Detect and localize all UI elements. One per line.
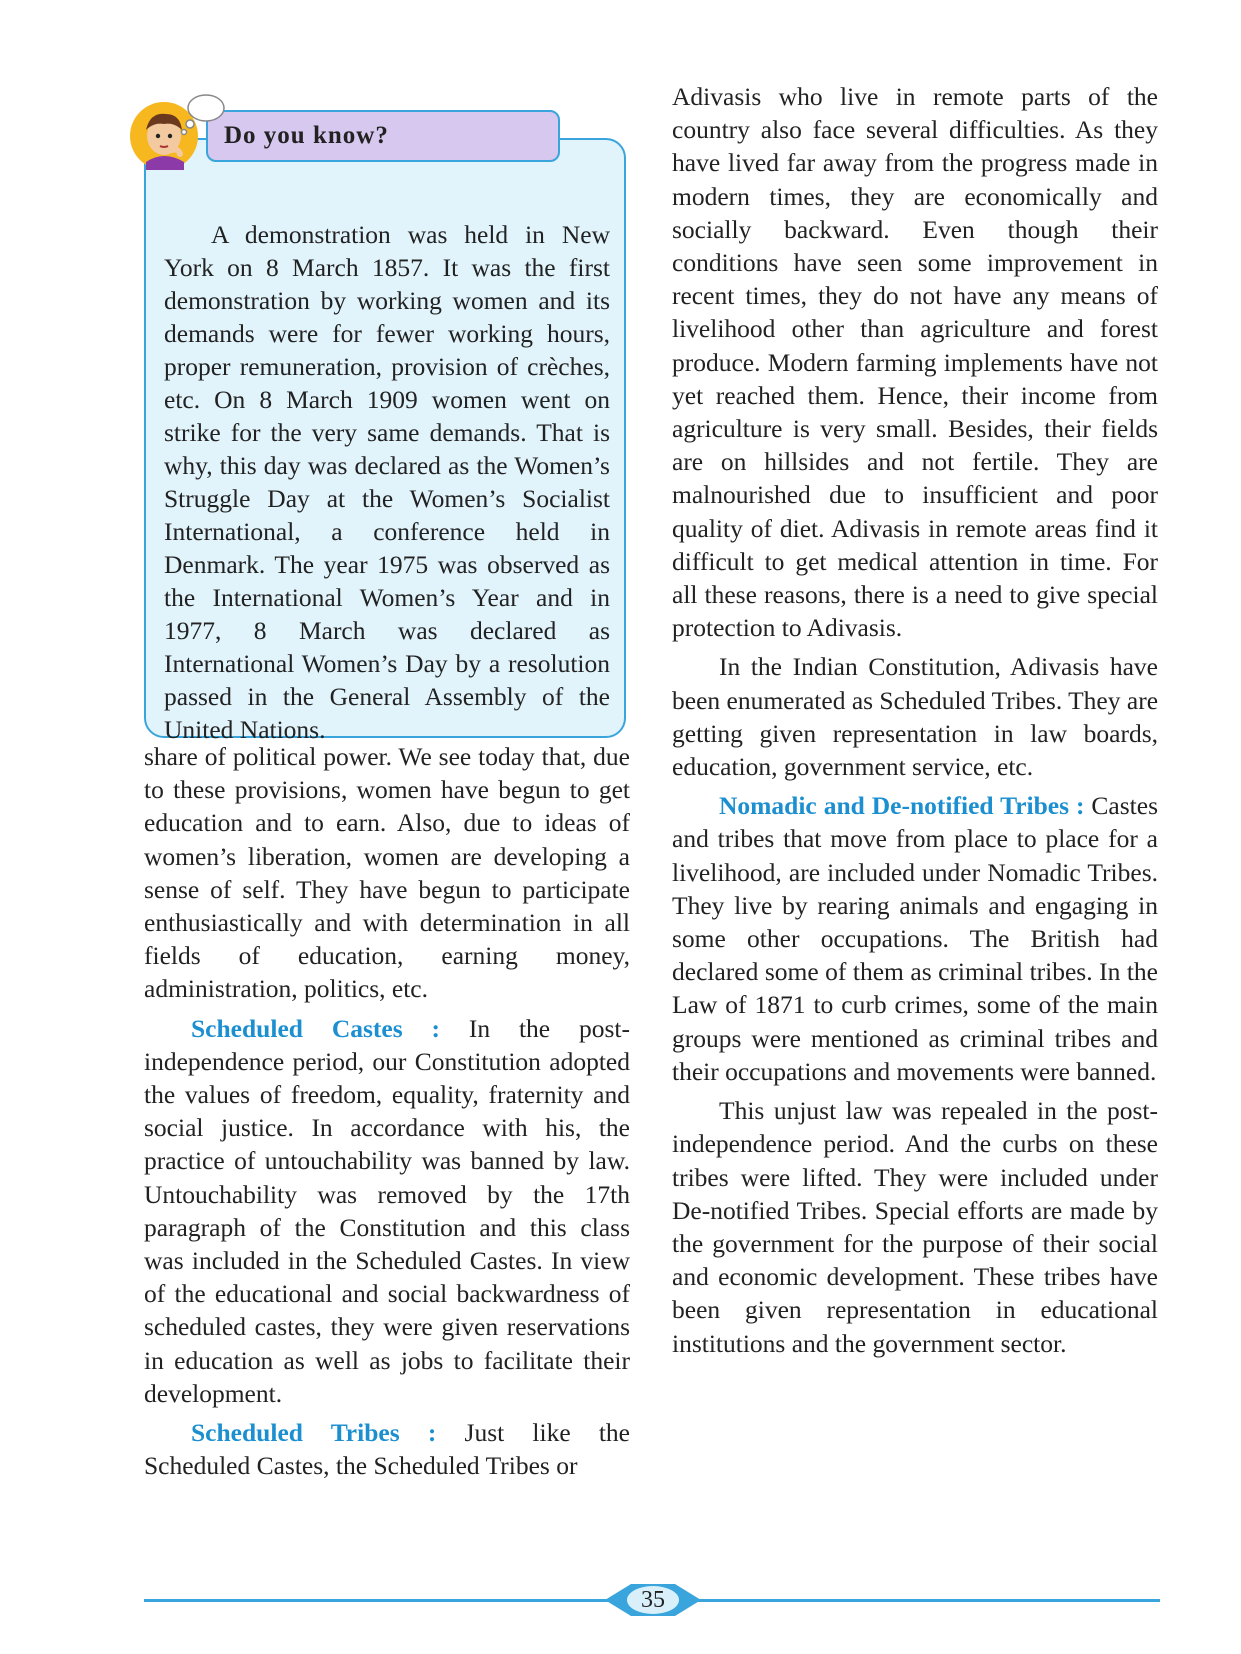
nomadic-tribes-paragraph — [672, 789, 1158, 1088]
scheduled-castes-heading: Scheduled Castes : — [191, 1013, 440, 1043]
left-column — [144, 92, 630, 1482]
page-number: 35 — [641, 1586, 665, 1613]
right-paragraph-1: Adivasis who live in remote parts of the country also face several difficulties. As they have lived far away from the progress made in modern times, they are economically and socially backward. Even though their conditions have seen some improvement in recent times, they do not have any means of livelihood other than agriculture and forest produce. Modern farming implements have not yet reached them. Hence, their income from agriculture is very small. Besides, their fields are on hillsides and not fertile. They are malnourished due to insufficient and poor quality of diet. Adivasis in remote areas find it difficult to get medical attention in time. For all these reasons, there is a need to give special protection to Adivasis. — [672, 82, 1158, 643]
page-number-badge — [605, 1582, 701, 1618]
do-you-know-title-text: Do you know? — [224, 122, 389, 149]
do-you-know-text: A demonstration was held in New York on 8 March 1857. It was the first demonstration by working women and its demands were for fewer working hours, proper remuneration, provision of crèches, etc. On 8 March 1909 women went on strike for the very same demands. That is why, this day was declared as the Women’s Struggle Day at the Women’s Socialist International, a conference held in Denmark. The year 1975 was observed as the International Women’s Year and in 1977, 8 March was declared as International Women’s Day by a resolution passed in the General Assembly of the United Nations. — [164, 220, 610, 744]
scheduled-tribes-heading: Scheduled Tribes : — [191, 1418, 437, 1448]
right-paragraph-2: In the Indian Constitution, Adivasis have been enumerated as Scheduled Tribes. They are getting given representation in law boards, education, government service, etc. — [672, 652, 1159, 782]
right-paragraph-4: This unjust law was repealed in the post-independence period. And the curbs on these tribes were lifted. They were included under De-notified Tribes. Special efforts are made by the government for the purpose of their social and economic development. These tribes have been given representation in educational institutions and the government sector. — [672, 1096, 1158, 1358]
thinking-boy-icon — [126, 92, 236, 172]
do-you-know-panel — [144, 138, 626, 744]
scheduled-tribes-paragraph — [144, 1416, 630, 1482]
do-you-know-title — [206, 110, 560, 162]
nomadic-tribes-heading: Nomadic and De-notified Tribes : — [719, 791, 1085, 821]
scheduled-castes-paragraph — [144, 1012, 630, 1410]
scheduled-tribes-text: Just like the Scheduled Castes, the Scheduled Tribes or — [144, 1418, 631, 1481]
do-you-know-box — [144, 92, 630, 744]
nomadic-tribes-text: Castes and tribes that move from place to place for a livelihood, are included under Nomadic Tribes. They live by rearing animals and engaging in some other occupations. The British had declared some of them as criminal tribes. In the Law of 1871 to curb crimes, some of the main groups were mentioned as criminal tribes and their occupations and movements were banned. — [672, 791, 1159, 1086]
page-footer — [144, 1580, 1160, 1620]
right-column — [672, 80, 1158, 1360]
scheduled-castes-text: In the post-independence period, our Constitution adopted the values of freedom, equality, fraternity and social justice. In accordance with his, the practice of untouchability was banned by law. Untouchability was removed by the 17th paragraph of the Constitution and this class was included in the Scheduled Castes. In view of the educational and social backwardness of scheduled castes, they were given reservations in education as well as jobs to facilitate their development. — [144, 1013, 630, 1408]
left-paragraph-1: share of political power. We see today that, due to these provisions, women have begun to get education and to earn. Also, due to ideas of women’s liberation, women are developing a sense of self. They have begun to participate enthusiastically and with determination in all fields of education, earning money, administration, politics, etc. — [144, 742, 630, 1004]
